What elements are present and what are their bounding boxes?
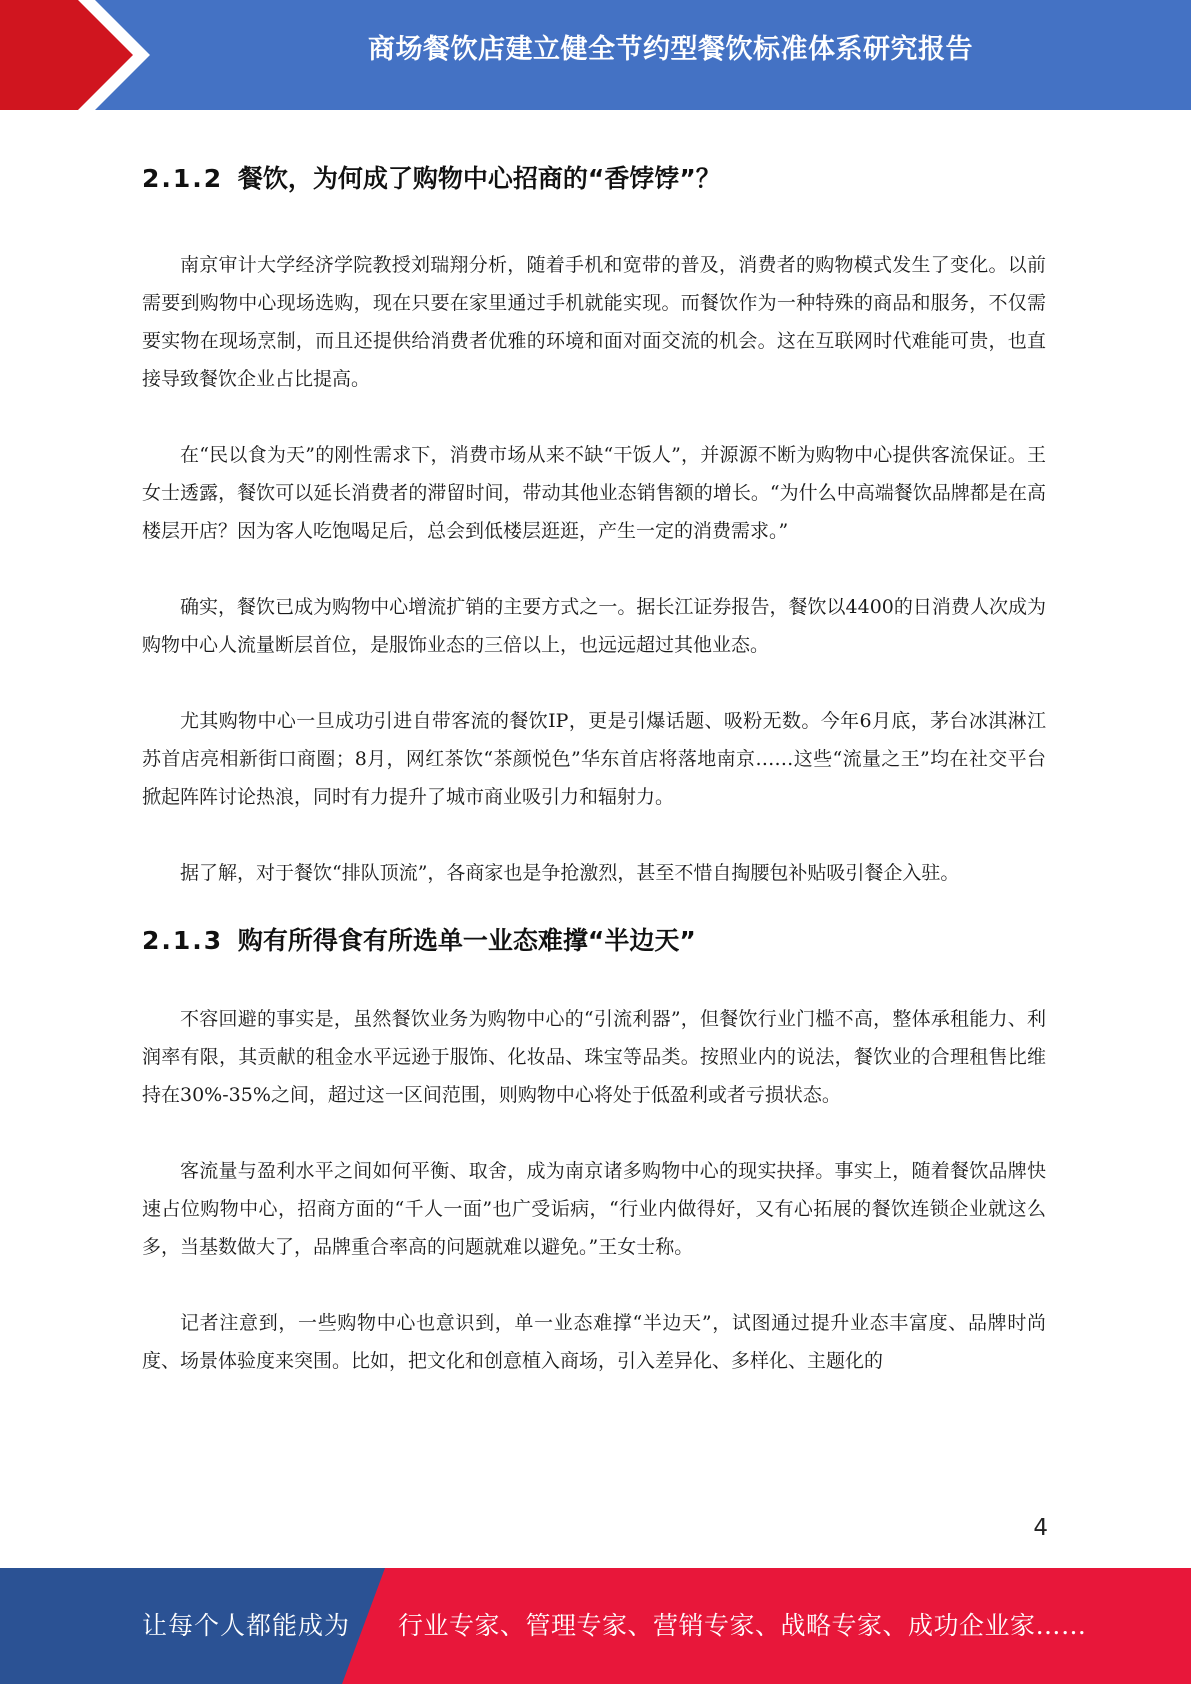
paragraph: 确实，餐饮已成为购物中心增流扩销的主要方式之一。据长江证券报告，餐饮以4400的日消费人次成为购物中心人流量断层首位，是服饰业态的三倍以上，也远远超过其他业态。 [142, 596, 1046, 656]
paragraph: 据了解，对于餐饮“排队顶流”，各商家也是争抢激烈，甚至不惜自掏腰包补贴吸引餐企入驻。 [180, 862, 960, 884]
document-title: 商场餐饮店建立健全节约型餐饮标准体系研究报告 [368, 34, 973, 65]
section-number: 2.1.2 [142, 164, 224, 193]
page-footer [0, 1568, 1191, 1684]
footer-slogan-right: 行业专家、管理专家、营销专家、战略专家、成功企业家…… [398, 1611, 1087, 1640]
main-content [142, 160, 1046, 1380]
paragraph: 记者注意到，一些购物中心也意识到，单一业态难撑“半边天”，试图通过提升业态丰富度、品牌时尚度、场景体验度来突围。比如，把文化和创意植入商场，引入差异化、多样化、主题化的 [142, 1312, 1046, 1372]
section-heading-2-1-2 [142, 160, 1046, 198]
paragraph: 尤其购物中心一旦成功引进自带客流的餐饮IP，更是引爆话题、吸粉无数。今年6月底，茅台冰淇淋江苏首店亮相新街口商圈；8月，网红茶饮“茶颜悦色”华东首店将落地南京……这些“流量之王”均在社交平台掀起阵阵讨论热浪，同时有力提升了城市商业吸引力和辐射力。 [142, 710, 1046, 808]
section-title: 购有所得食有所选单一业态难撑“半边天” [237, 926, 696, 955]
footer-slogan-left: 让每个人都能成为 [142, 1611, 351, 1640]
section-title: 餐饮，为何成了购物中心招商的“香饽饽”？ [237, 164, 721, 193]
paragraph: 在“民以食为天”的刚性需求下，消费市场从来不缺“干饭人”，并源源不断为购物中心提供客流保证。王女士透露，餐饮可以延长消费者的滞留时间，带动其他业态销售额的增长。“为什么中高端餐饮品牌都是在高楼层开店？因为客人吃饱喝足后，总会到低楼层逛逛，产生一定的消费需求。” [142, 444, 1046, 542]
paragraph: 南京审计大学经济学院教授刘瑞翔分析，随着手机和宽带的普及，消费者的购物模式发生了变化。以前需要到购物中心现场选购，现在只要在家里通过手机就能实现。而餐饮作为一种特殊的商品和服务，不仅需要实物在现场烹制，而且还提供给消费者优雅的环境和面对面交流的机会。这在互联网时代难能可贵，也直接导致餐饮企业占比提高。 [142, 254, 1046, 390]
page-number: 4 [1033, 1515, 1048, 1541]
section-heading-2-1-3 [142, 922, 1046, 960]
page-header [0, 0, 1191, 110]
paragraph: 客流量与盈利水平之间如何平衡、取舍，成为南京诸多购物中心的现实抉择。事实上，随着餐饮品牌快速占位购物中心，招商方面的“千人一面”也广受诟病，“行业内做得好，又有心拓展的餐饮连锁企业就这么多，当基数做大了，品牌重合率高的问题就难以避免。”王女士称。 [142, 1160, 1046, 1258]
section-number: 2.1.3 [142, 926, 224, 955]
paragraph: 不容回避的事实是，虽然餐饮业务为购物中心的“引流利器”，但餐饮行业门槛不高，整体承租能力、利润率有限，其贡献的租金水平远逊于服饰、化妆品、珠宝等品类。按照业内的说法，餐饮业的合理租售比维持在30%-35%之间，超过这一区间范围，则购物中心将处于低盈利或者亏损状态。 [142, 1008, 1046, 1106]
